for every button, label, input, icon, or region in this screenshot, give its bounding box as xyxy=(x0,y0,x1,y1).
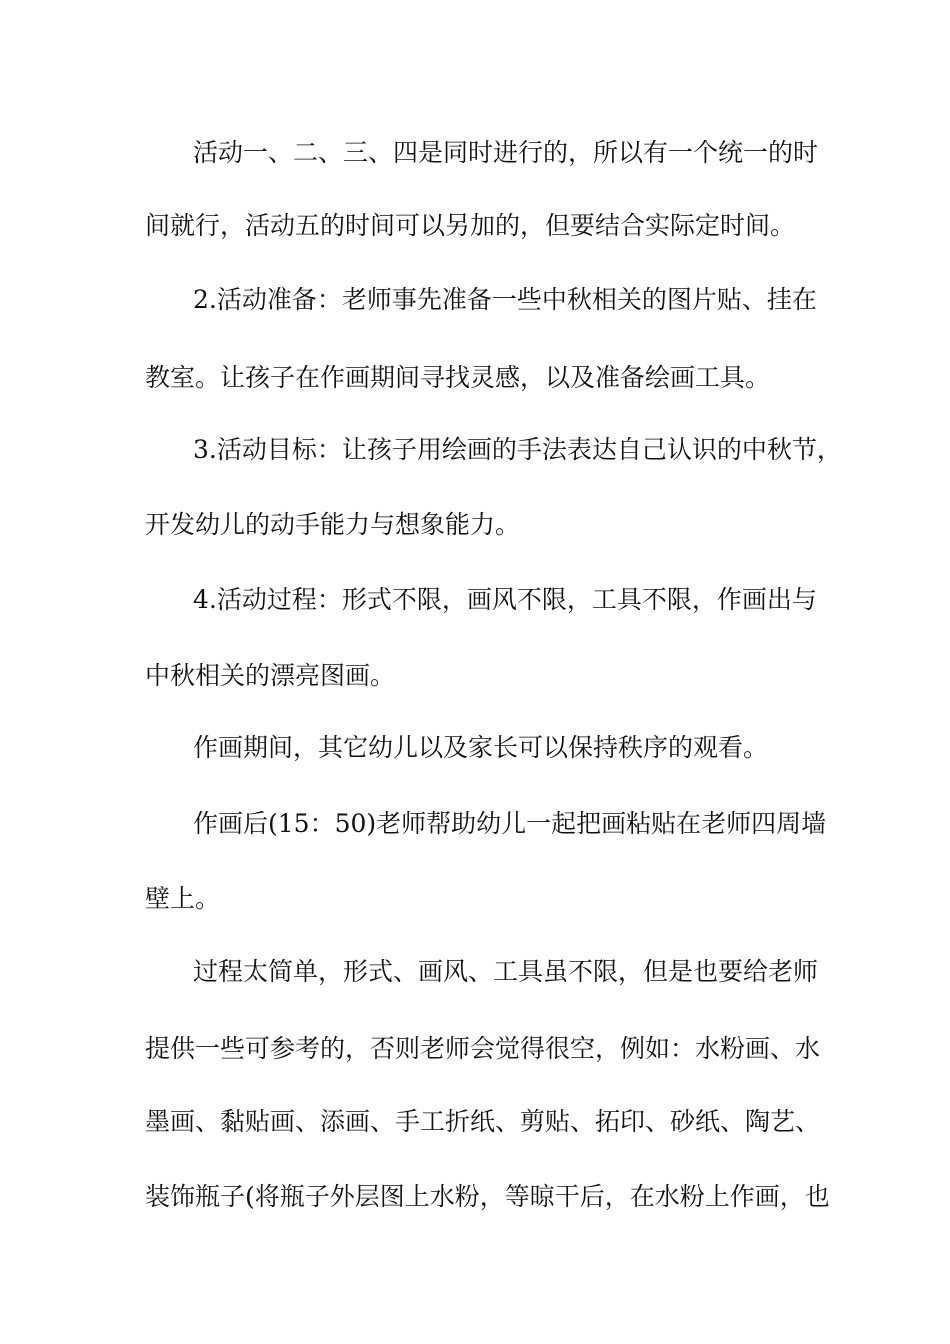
paragraph-line: 开发幼儿的动手能力与想象能力。 xyxy=(145,510,521,539)
paragraph-line: 作画期间，其它幼儿以及家长可以保持秩序的观看。 xyxy=(193,733,769,762)
paragraph-line: 过程太简单，形式、画风、工具虽不限，但是也要给老师 xyxy=(193,957,819,986)
paragraph-line: 墨画、黏贴画、添画、手工折纸、剪贴、拓印、砂纸、陶艺、 xyxy=(145,1107,821,1136)
paragraph-line: 2.活动准备：老师事先准备一些中秋相关的图片贴、挂在 xyxy=(193,285,817,314)
paragraph-line: 教室。让孩子在作画期间寻找灵感，以及准备绘画工具。 xyxy=(145,363,771,392)
paragraph-line: 4.活动过程：形式不限，画风不限，工具不限，作画出与 xyxy=(193,585,817,614)
paragraph-line: 间就行，活动五的时间可以另加的，但要结合实际定时间。 xyxy=(145,211,796,240)
paragraph-line: 中秋相关的漂亮图画。 xyxy=(145,661,396,690)
paragraph-line: 3.活动目标：让孩子用绘画的手法表达自己认识的中秋节， xyxy=(193,435,842,464)
paragraph-line: 提供一些可参考的，否则老师会觉得很空，例如：水粉画、水 xyxy=(145,1034,821,1063)
paragraph-line: 作画后(15：50)老师帮助幼儿一起把画粘贴在老师四周墙 xyxy=(193,809,827,838)
paragraph-line: 装饰瓶子(将瓶子外层图上水粉，等晾干后，在水粉上作画，也 xyxy=(145,1182,830,1211)
paragraph-line: 壁上。 xyxy=(145,884,221,913)
paragraph-line: 活动一、二、三、四是同时进行的，所以有一个统一的时 xyxy=(193,138,819,167)
